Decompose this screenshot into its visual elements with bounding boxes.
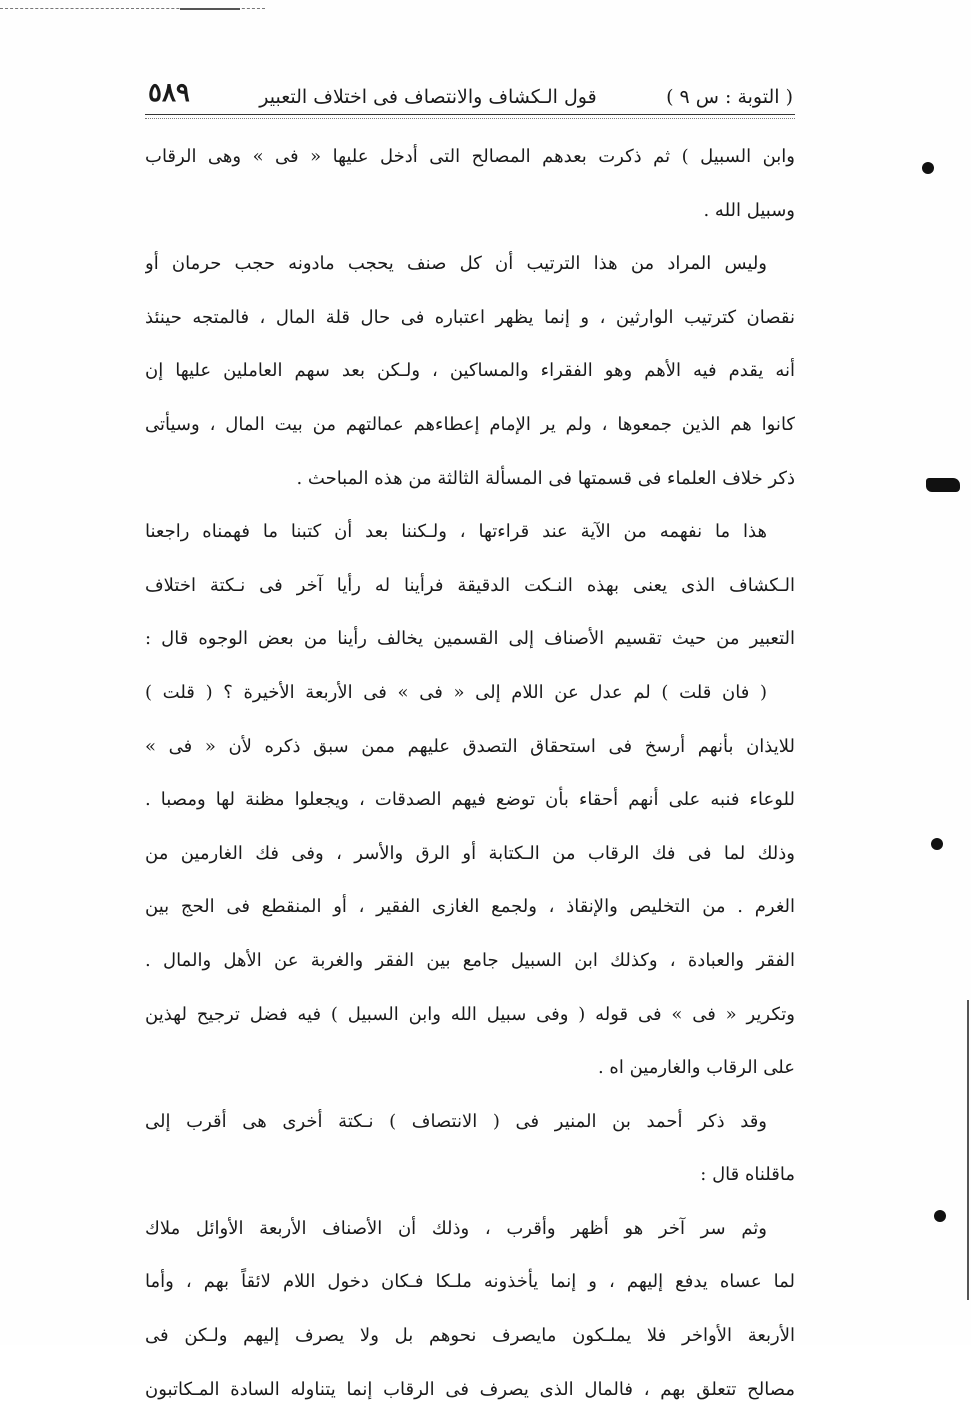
- text-line: كانوا هم الذين جمعوها ، ولم ير الإمام إعطاءهم عمالتهم من بيت المال ، وسيأتى: [145, 413, 795, 435]
- text-line: التعبير من حيث تقسيم الأصناف إلى القسمين يخالف رأينا من بعض الوجوه قال :: [145, 628, 795, 650]
- text-line: هذا ما نفهمه من الآية عند قراءتها ، ولـكننا بعد أن كتبنا ما فهمناه راجعنا: [145, 521, 767, 543]
- text-line: الـكشاف الذى يعنى بهذه النـكت الدقيقة فرأينا له رأيا آخر فى نـكتة اختلاف: [145, 574, 795, 596]
- text-line: مصالح تتعلق بهم ، فالمال الذى يصرف فى الرقاب إنما يتناوله السادة المـكاتبون: [145, 1378, 795, 1400]
- text-line: وليس المراد من هذا الترتيب أن كل صنف يحجب مادونه حجب حرمان أو: [145, 253, 767, 275]
- scan-ink-mark: [926, 478, 960, 492]
- text-line: ماقلناه قال :: [700, 1164, 795, 1186]
- text-line: الفقر والعبادة ، وكذلك ابن السبيل جامع بين الفقر والغربة عن الأهل والمال .: [145, 949, 795, 971]
- binding-hole-mark: [931, 838, 943, 850]
- text-line: وذلك لما فى فك الرقاب من الـكتابة أو الرق والأسر ، وفى فك الغارمين من: [145, 842, 795, 864]
- header-rule-dotted: [145, 118, 795, 119]
- text-line: للايذان بأنهم أرسخ فى استحقاق التصدق عليهم ممن سبق ذكره لأن « فى »: [145, 735, 795, 757]
- text-line: أنه يقدم فيه الأهم وهو الفقراء والمساكين ، ولـكن بعد سهم العاملين عليها إن: [145, 360, 795, 382]
- binding-hole-mark: [922, 162, 934, 174]
- text-line: وقد ذكر أحمد بن المنير فى ( الانتصاف ) نـكتة أخرى هى أقرب إلى: [145, 1110, 767, 1132]
- page-number: ٥٨٩: [148, 78, 190, 108]
- body-text: [145, 130, 795, 1416]
- text-line: وتكرير « فى » فى قوله ( وفى سبيل الله وابن السبيل ) فيه فضل ترجيح لهذين: [145, 1003, 795, 1025]
- text-line: الأربعة الأواخر فلا يملـكون مايصرف نحوهم بل ولا يصرف إليهم ولـكن فى: [145, 1325, 795, 1347]
- chapter-reference: ( التوبة : س ٩ ): [666, 86, 793, 108]
- text-line: للوعاء فنبه على أنهم أحقاء بأن توضع فيهم الصدقات ، ويجعلوا مظنة لها ومصبا .: [145, 789, 795, 811]
- header-rule: [145, 114, 795, 115]
- text-line: وسبيل الله .: [703, 199, 795, 221]
- text-line: الغرم . من التخليص والإنقاذ ، ولجمع الغازى الفقير ، أو المنقطع فى الحج بين: [145, 896, 795, 918]
- text-line: ( فان قلت ) لم عدل عن اللام إلى « فى » فى الأربعة الأخيرة ؟ ( قلت ): [145, 681, 767, 703]
- running-title: قول الـكشاف والانتصاف فى اختلاف التعبير: [259, 86, 597, 108]
- text-line: على الرقاب والغارمين اه .: [597, 1057, 795, 1079]
- text-line: وثم سر آخر هو أظهر وأقرب ، وذلك أن الأصناف الأربعة الأوائل ملاك: [145, 1217, 767, 1239]
- text-line: ذكر خلاف العلماء فى قسمتها فى المسألة الثالثة من هذه المباحث .: [296, 467, 795, 489]
- page-header: [148, 72, 793, 108]
- binding-hole-mark: [934, 1210, 946, 1222]
- text-line: لما عساه يدفع إليهم ، و إنما يأخذونه ملـكا فـكان دخول اللام لائقاً بهم ، وأما: [145, 1271, 795, 1293]
- text-line: نقصان كترتيب الوارثين ، و إنما يظهر اعتباره فى حال قلة المال ، فالمتجه حينئذ: [145, 306, 795, 328]
- scan-artifact-dash: [180, 8, 240, 10]
- page-edge-shadow: [967, 1000, 969, 1300]
- text-line: وابن السبيل ) ثم ذكرت بعدهم المصالح التى أدخل عليها « فى » وهى الرقاب: [145, 146, 795, 167]
